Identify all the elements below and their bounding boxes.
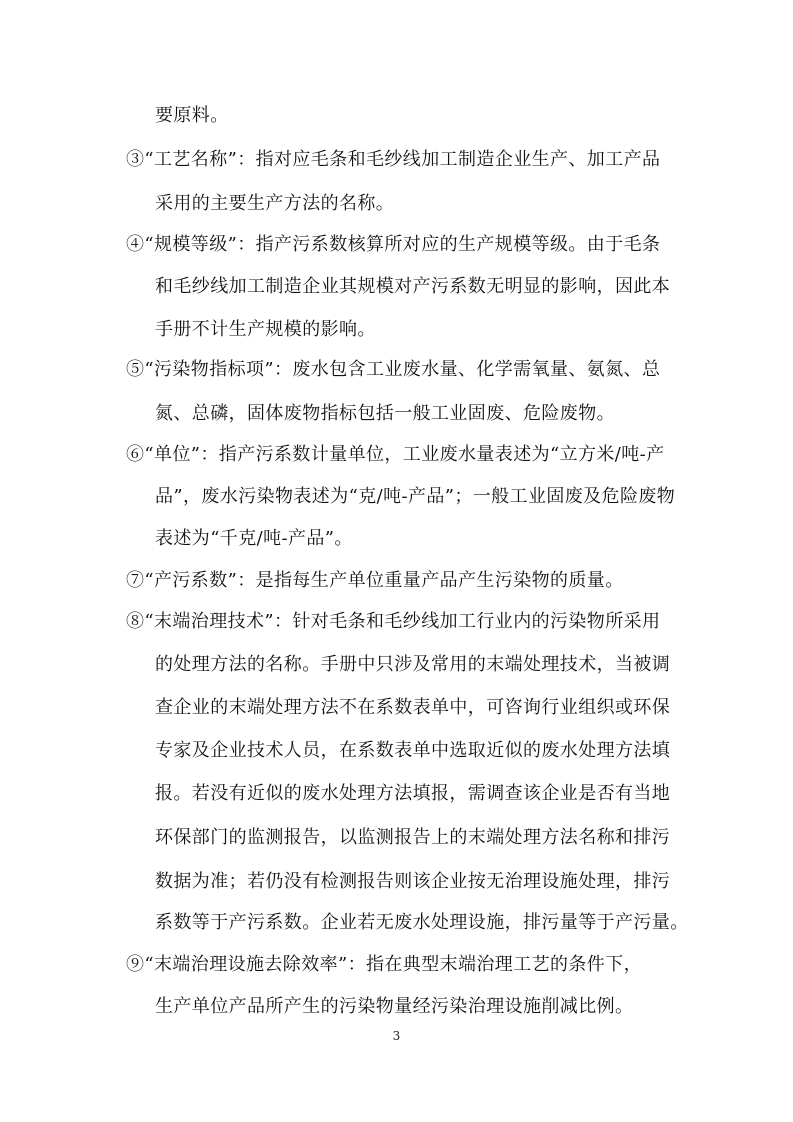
text-line: 系数等于产污系数。企业若无废水处理设施，排污量等于产污量。: [155, 912, 689, 933]
text-line: 氮、总磷，固体废物指标包括一般工业固废、危险废物。: [155, 403, 615, 424]
text-line: ④“规模等级”：指产污系数核算所对应的生产规模等级。由于毛条: [126, 234, 661, 255]
text-line: 报。若没有近似的废水处理方法填报，需调查该企业是否有当地: [155, 783, 671, 804]
text-line: 采用的主要生产方法的名称。: [155, 193, 395, 214]
text-line: ⑤“污染物指标项”：废水包含工业废水量、化学需氧量、氨氮、总: [126, 359, 661, 380]
text-line: ⑧“末端治理技术”：针对毛条和毛纱线加工行业内的污染物所采用: [126, 611, 661, 632]
text-line: 的处理方法的名称。手册中只涉及常用的末端处理技术，当被调: [155, 654, 671, 675]
text-line: 数据为准；若仍没有检测报告则该企业按无治理设施处理，排污: [155, 871, 671, 892]
text-line: ⑨“末端治理设施去除效率”：指在典型末端治理工艺的条件下，: [126, 954, 643, 975]
text-line: 环保部门的监测报告，以监测报告上的末端处理方法名称和排污: [155, 827, 671, 848]
text-line: 专家及企业技术人员，在系数表单中选取近似的废水处理方法填: [155, 740, 671, 761]
text-line: 手册不计生产规模的影响。: [155, 319, 376, 340]
text-line: ③“工艺名称”：指对应毛条和毛纱线加工制造企业生产、加工产品: [126, 149, 661, 170]
text-line: 和毛纱线加工制造企业其规模对产污系数无明显的影响，因此本: [155, 276, 671, 297]
text-line: ⑦“产污系数”：是指每生产单位重量产品产生污染物的质量。: [126, 570, 624, 591]
text-line: 表述为“千克/吨-产品”。: [155, 528, 353, 549]
text-line: 要原料。: [155, 105, 229, 126]
text-line: 生产单位产品所产生的污染物量经污染治理设施削减比例。: [155, 996, 634, 1017]
text-line: 品”，废水污染物表述为“克/吨-产品”；一般工业固废及危险废物: [155, 486, 676, 507]
text-line: ⑥“单位”：指产污系数计量单位，工业废水量表述为“立方米/吨-产: [126, 444, 665, 465]
page-number: 3: [392, 1029, 401, 1043]
text-line: 查企业的末端处理方法不在系数表单中，可咨询行业组织或环保: [155, 697, 671, 718]
